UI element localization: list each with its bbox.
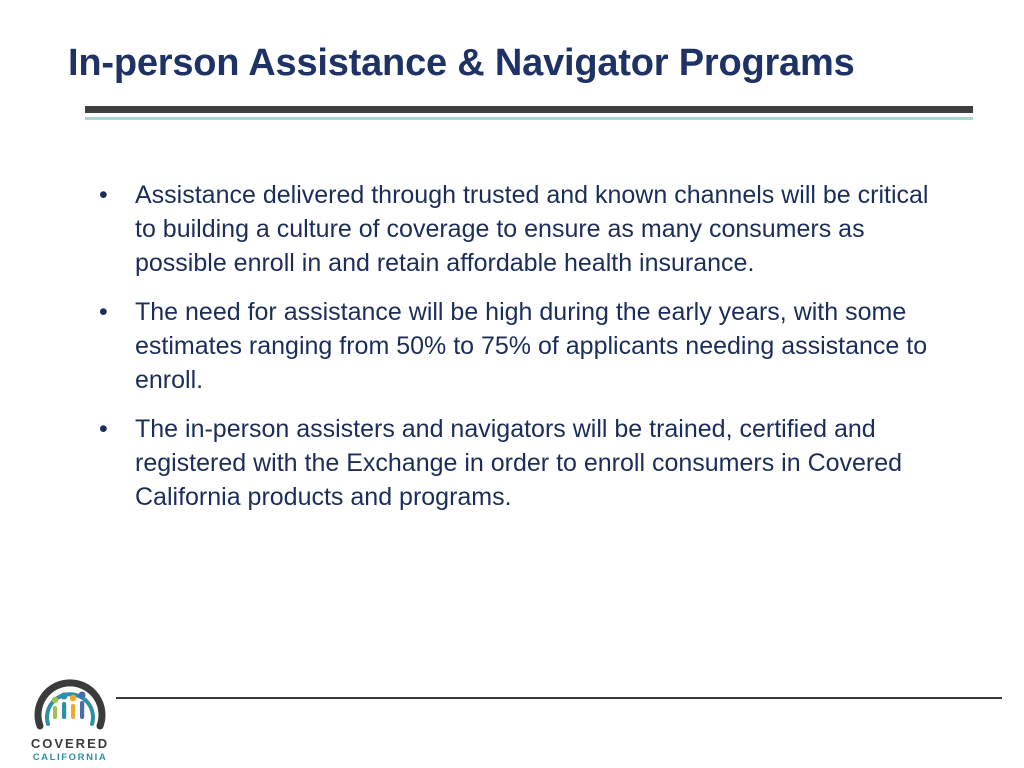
bullet-item xyxy=(99,412,945,514)
bullet-list xyxy=(99,178,945,529)
footer-rule xyxy=(116,697,1002,699)
slide-title: In-person Assistance & Navigator Programs xyxy=(68,42,855,84)
bullet-text: The need for assistance will be high during the early years, with some estimates ranging from 50% to 75% of applicants needing assistance to enroll. xyxy=(135,298,928,394)
title-underline-dark xyxy=(85,106,973,113)
bullet-marker: • xyxy=(99,415,108,443)
bullet-item xyxy=(99,295,945,397)
logo-mark-icon xyxy=(24,660,116,736)
title-underline-light xyxy=(85,117,973,120)
logo-text-covered: COVERED xyxy=(30,736,110,751)
bullet-marker: • xyxy=(99,181,108,209)
covered-california-logo xyxy=(24,660,116,764)
bullet-text: The in-person assisters and navigators will be trained, certified and registered with the Exchange in order to enroll consumers in Covered California products and programs. xyxy=(135,415,903,511)
bullet-marker: • xyxy=(99,298,108,326)
logo-text-california: CALIFORNIA xyxy=(32,752,108,763)
bullet-text: Assistance delivered through trusted and known channels will be critical to building a culture of coverage to ensure as many consumers as possible enroll in and retain affordable health insurance. xyxy=(135,181,929,277)
bullet-item xyxy=(99,178,945,280)
